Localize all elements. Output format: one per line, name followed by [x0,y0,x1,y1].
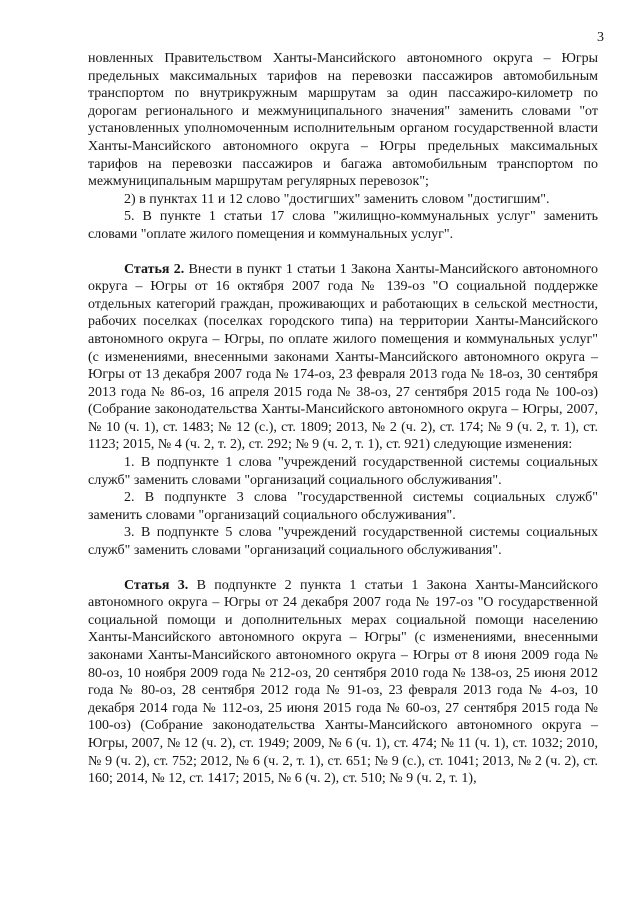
article-2-item-2: 2. В подпункте 3 слова "государственной системы социальных служб" заменить словами "организаций социального обслуживания". [88,490,598,523]
article-2-item-1: 1. В подпункте 1 слова "учреждений государственной системы социальных служб" заменить словами "организаций социального обслуживания". [88,455,598,488]
page-number: 3 [597,30,604,45]
document-body [88,50,598,788]
article-3-paragraph [88,577,598,788]
article-3-title: Статья 3. [124,577,189,593]
paragraph-continuation: новленных Правительством Ханты-Мансийского автономного округа – Югры предельных максимальных тарифов на перевозки пассажиров автомобильным транспортом по внутрикружным маршрутам за один пассажиро-километр по дорогам регионального и межмуниципального значения" заменить словами "от установленных уполномоченным исполнительным органом государственной власти Ханты-Мансийского автономного округа – Югры предельных максимальных тарифов на перевозки пассажиров и багажа автомобильным транспортом по межмуниципальным маршрутам регулярных перевозок"; [88,51,598,190]
article-2-item-3: 3. В подпункте 5 слова "учреждений государственной системы социальных служб" заменить словами "организаций социального обслуживания". [88,525,598,559]
article-2-title: Статья 2. [124,261,185,277]
article-2-text: Внести в пункт 1 статьи 1 Закона Ханты-Мансийского автономного округа – Югры от 16 октября 2007 года № 139-оз "О социальной поддержке отдельных категорий граждан, проживающих и работающих в сельской местности, рабочих поселках (поселках городского типа) на территории Ханты-Мансийского автономного округа – Югры, по оплате жилого помещения и коммунальных услуг" (с изменениями, внесенными законами Ханты-Мансийского автономного округа – Югры от 13 декабря 2007 года № 174-оз, 23 февраля 2013 года № 18-оз, 30 сентября 2013 года № 86-оз, 16 апреля 2015 года № 38-оз, 27 сентября 2015 года № 100-оз) (Собрание законодательства Ханты-Мансийского автономного округа – Югры, 2007, № 10 (ч. 1), ст. 1483; № 12 (с.), ст. 1809; 2013, № 2 (ч. 2), ст. 174; № 9 (ч. 2, т. 1), ст. 1123; 2015, № 4 (ч. 2, т. 2), ст. 292; № 9 (ч. 2, т. 1), ст. 921) следующие изменения: [88,261,598,453]
article-2-paragraph [88,261,598,455]
paragraph-item-2: 2) в пунктах 11 и 12 слово "достигших" заменить словом "достигшим". [124,191,550,207]
article-3-text: В подпункте 2 пункта 1 статьи 1 Закона Ханты-Мансийского автономного округа – Югры от 24 декабря 2007 года № 197-оз "О государственной социальной помощи и дополнительных мерах социальной помощи населению Ханты-Мансийского автономного округа – Югры" (с изменениями, внесенными законами Ханты-Мансийского автономного округа – Югры от 8 июня 2009 года № 80-оз, 10 ноября 2009 года № 212-оз, 20 сентября 2010 года № 138-оз, 25 июня 2012 года № 80-оз, 28 сентября 2012 года № 91-оз, 23 февраля 2013 года № 4-оз, 10 декабря 2014 года № 112-оз, 25 июня 2015 года № 60-оз, 27 сентября 2015 года № 100-оз) (Собрание законодательства Ханты-Мансийского автономного округа – Югры, 2007, № 12 (ч. 2), ст. 1949; 2009, № 6 (ч. 1), ст. 474; № 11 (ч. 1), ст. 1032; 2010, № 9 (ч. 2), ст. 752; 2012, № 6 (ч. 2, т. 1), ст. 651; № 9 (с.), ст. 1041; 2013, № 2 (ч. 2), ст. 160; 2014, № 12, ст. 1417; 2015, № 6 (ч. 2), ст. 510; № 9 (ч. 2, т. 1), [88,577,599,787]
paragraph-item-5: 5. В пункте 1 статьи 17 слова "жилищно-коммунальных услуг" заменить словами "оплате жилого помещения и коммунальных услуг". [88,209,598,242]
